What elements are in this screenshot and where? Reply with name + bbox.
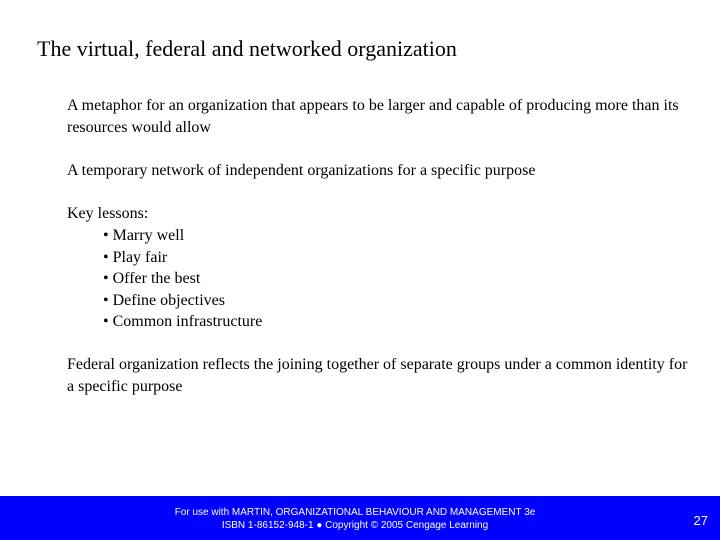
footer-line-1: For use with MARTIN, ORGANIZATIONAL BEHAVIOUR AND MANAGEMENT 3e [174,507,536,518]
paragraph-network: A temporary network of independent organizations for a specific purpose [67,162,536,179]
key-lesson-item: • Offer the best [103,270,201,287]
key-lessons-block [67,203,697,333]
paragraph-federal: Federal organization reflects the joining together of separate groups under a common identity for a specific purpose [67,356,688,395]
key-lesson-item: • Common infrastructure [103,313,263,330]
page-number: 27 [693,513,708,528]
slide-title: The virtual, federal and networked organization [37,36,457,61]
key-lessons-heading: Key lessons: [67,205,149,222]
key-lesson-item: • Define objectives [103,291,225,309]
footer-bar [0,496,720,540]
footer-line-2: ISBN 1-86152-948-1 ● Copyright © 2005 Cengage Learning [221,520,489,531]
footer-credits [140,506,570,532]
key-lesson-item: • Marry well [103,227,185,244]
key-lessons-list [67,225,697,333]
key-lesson-item: • Play fair [103,248,168,266]
paragraph-metaphor: A metaphor for an organization that appears to be larger and capable of producing more than its resources would allow [67,97,679,136]
